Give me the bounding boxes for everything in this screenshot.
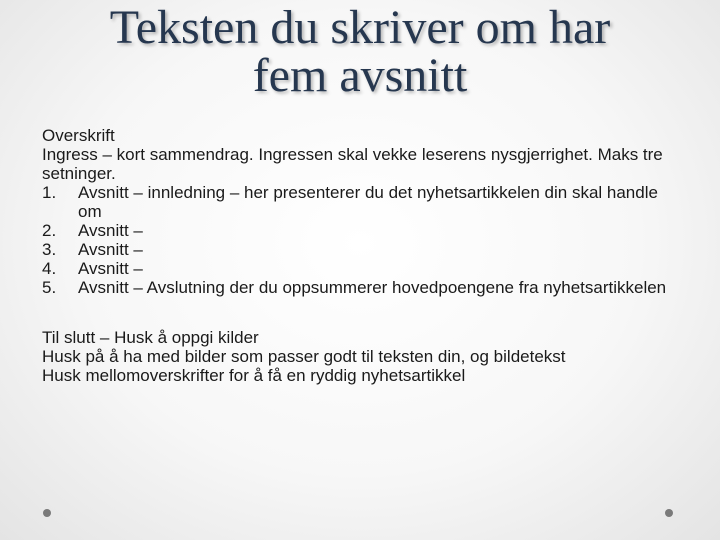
list-item	[42, 240, 682, 259]
list-item-text: Avsnitt –	[78, 221, 143, 240]
ingress-text: Ingress – kort sammendrag. Ingressen skal vekke leserens nysgjerrighet. Maks tre setninger.	[42, 145, 663, 183]
list-item-number: 3.	[42, 240, 57, 259]
list-item-text: Avsnitt – innledning – her presenterer du det nyhetsartikkelen din skal handle om	[78, 183, 658, 221]
list-item	[42, 259, 682, 278]
footer-line-images: Husk på å ha med bilder som passer godt til teksten din, og bildetekst	[42, 347, 566, 366]
corner-dot-left-icon	[43, 509, 51, 517]
list-item-text: Avsnitt – Avslutning der du oppsummerer hovedpoengene fra nyhetsartikkelen	[78, 278, 667, 297]
paragraph-list	[42, 183, 682, 297]
list-item-text: Avsnitt –	[78, 259, 143, 278]
slide-body	[42, 126, 682, 385]
slide-title-line-2: fem avsnitt	[252, 49, 468, 102]
list-item-number: 4.	[42, 259, 57, 278]
list-item-number: 2.	[42, 221, 57, 240]
footer-line-subheadings: Husk mellomoverskrifter for å få en ryddig nyhetsartikkel	[42, 366, 466, 385]
list-item-text: Avsnitt –	[78, 240, 143, 259]
list-item-number: 5.	[42, 278, 57, 297]
list-item-number: 1.	[42, 183, 57, 202]
slide-title-line-1: Teksten du skriver om har	[109, 1, 611, 54]
corner-dot-right-icon	[665, 509, 673, 517]
list-item	[42, 183, 682, 221]
heading-text: Overskrift	[42, 126, 115, 145]
slide-title	[40, 1, 680, 102]
list-item	[42, 278, 682, 297]
spacer	[42, 297, 682, 328]
list-item	[42, 221, 682, 240]
footer-line-sources: Til slutt – Husk å oppgi kilder	[42, 328, 259, 347]
